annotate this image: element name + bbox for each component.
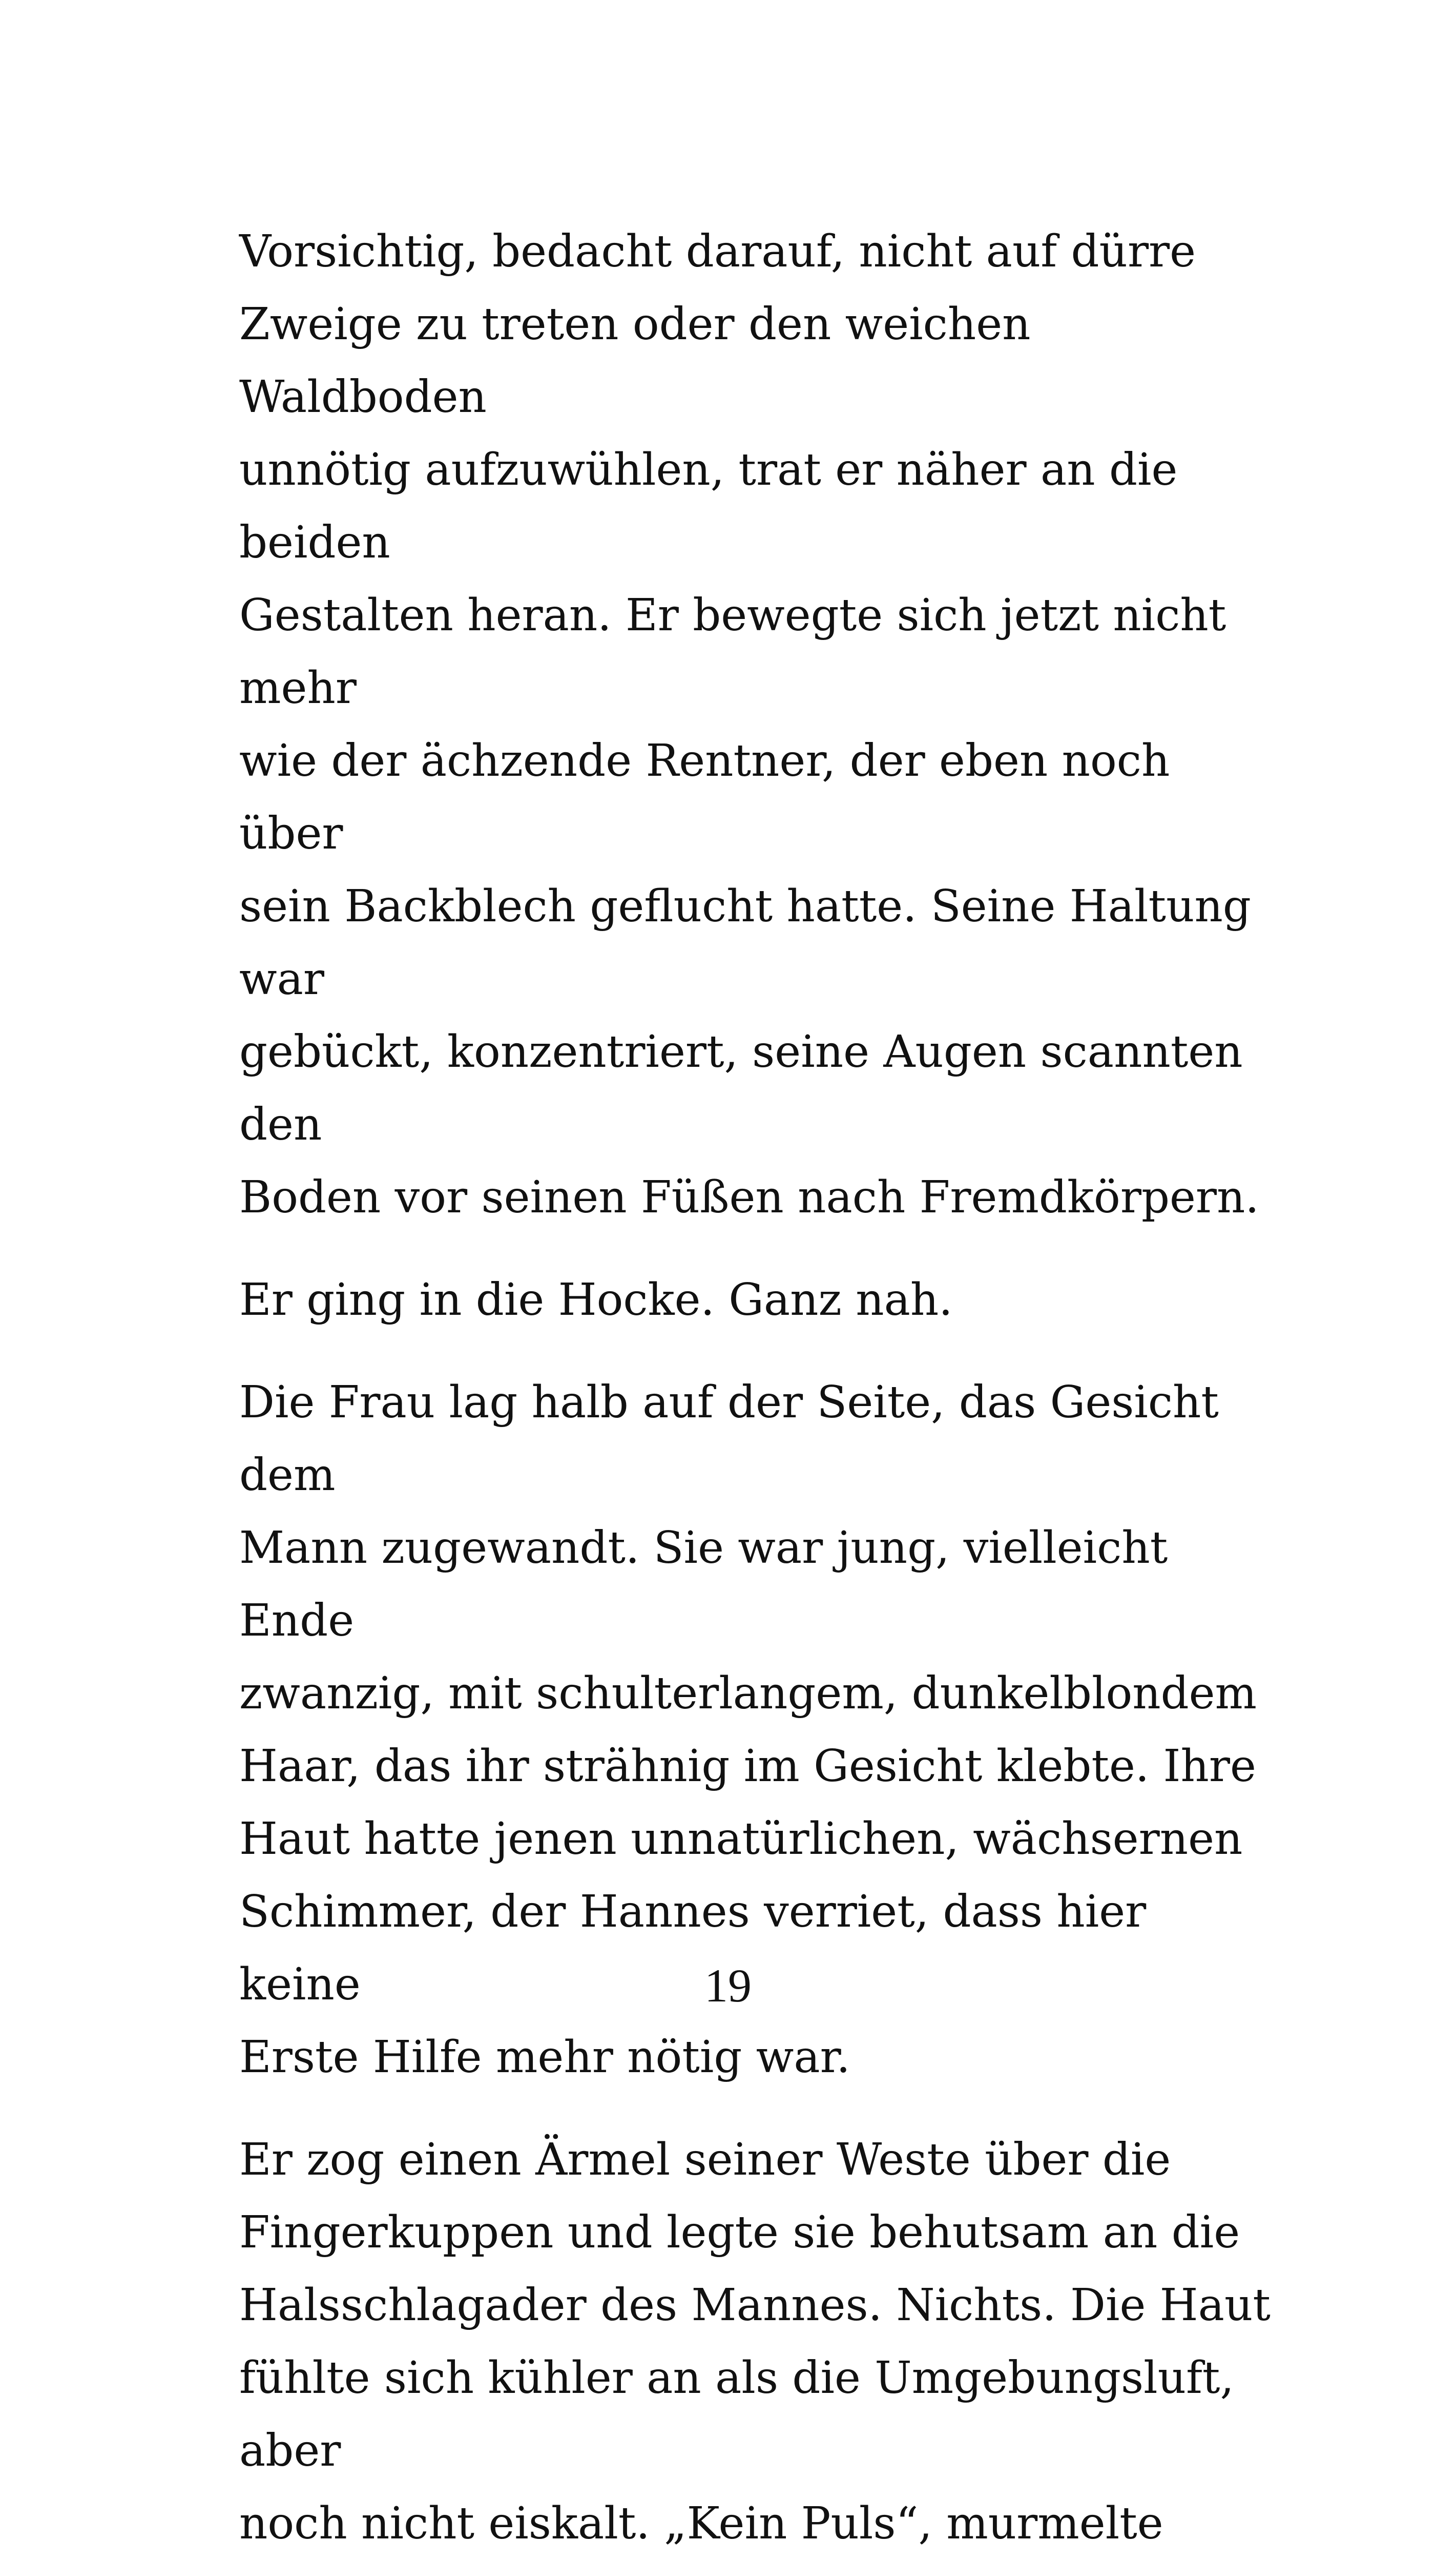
page-number: 19 bbox=[704, 1959, 752, 2012]
paragraph-3: Die Frau lag halb auf der Seite, das Gesicht dem Mann zugewandt. Sie war jung, vielleicht Ende zwanzig, mit schulterlangem, dunkelblondem Haar, das ihr strähnig im Gesicht klebte. Ihre Haut hatte jenen unnatürlichen, wächsernen Schimmer, der Hannes verriet, dass hier keine Erste Hilfe mehr nötig war. bbox=[239, 1377, 1257, 2083]
paragraph-1: Vorsichtig, bedacht darauf, nicht auf dürre Zweige zu treten oder den weichen Waldboden unnötig aufzuwühlen, trat er näher an die beiden Gestalten heran. Er bewegte sich jetzt nicht mehr wie der ächzende Rentner, der eben noch über sein Backblech geflucht hatte. Seine Haltung war gebückt, konzentriert, seine Augen scannten den Boden vor seinen Füßen nach Fremdkörpern. bbox=[239, 226, 1259, 1223]
body-text bbox=[239, 215, 1274, 2562]
paragraph-2: Er ging in die Hocke. Ganz nah. bbox=[239, 1274, 953, 1326]
paragraph-4: Er zog einen Ärmel seiner Weste über die Fingerkuppen und legte sie behutsam an die Halsschlagader des Mannes. Nichts. Die Haut fühlte sich kühler an als die Umgebungsluft, aber noch nicht eiskalt. „Kein Puls“, murmelte bbox=[239, 2134, 1271, 2549]
